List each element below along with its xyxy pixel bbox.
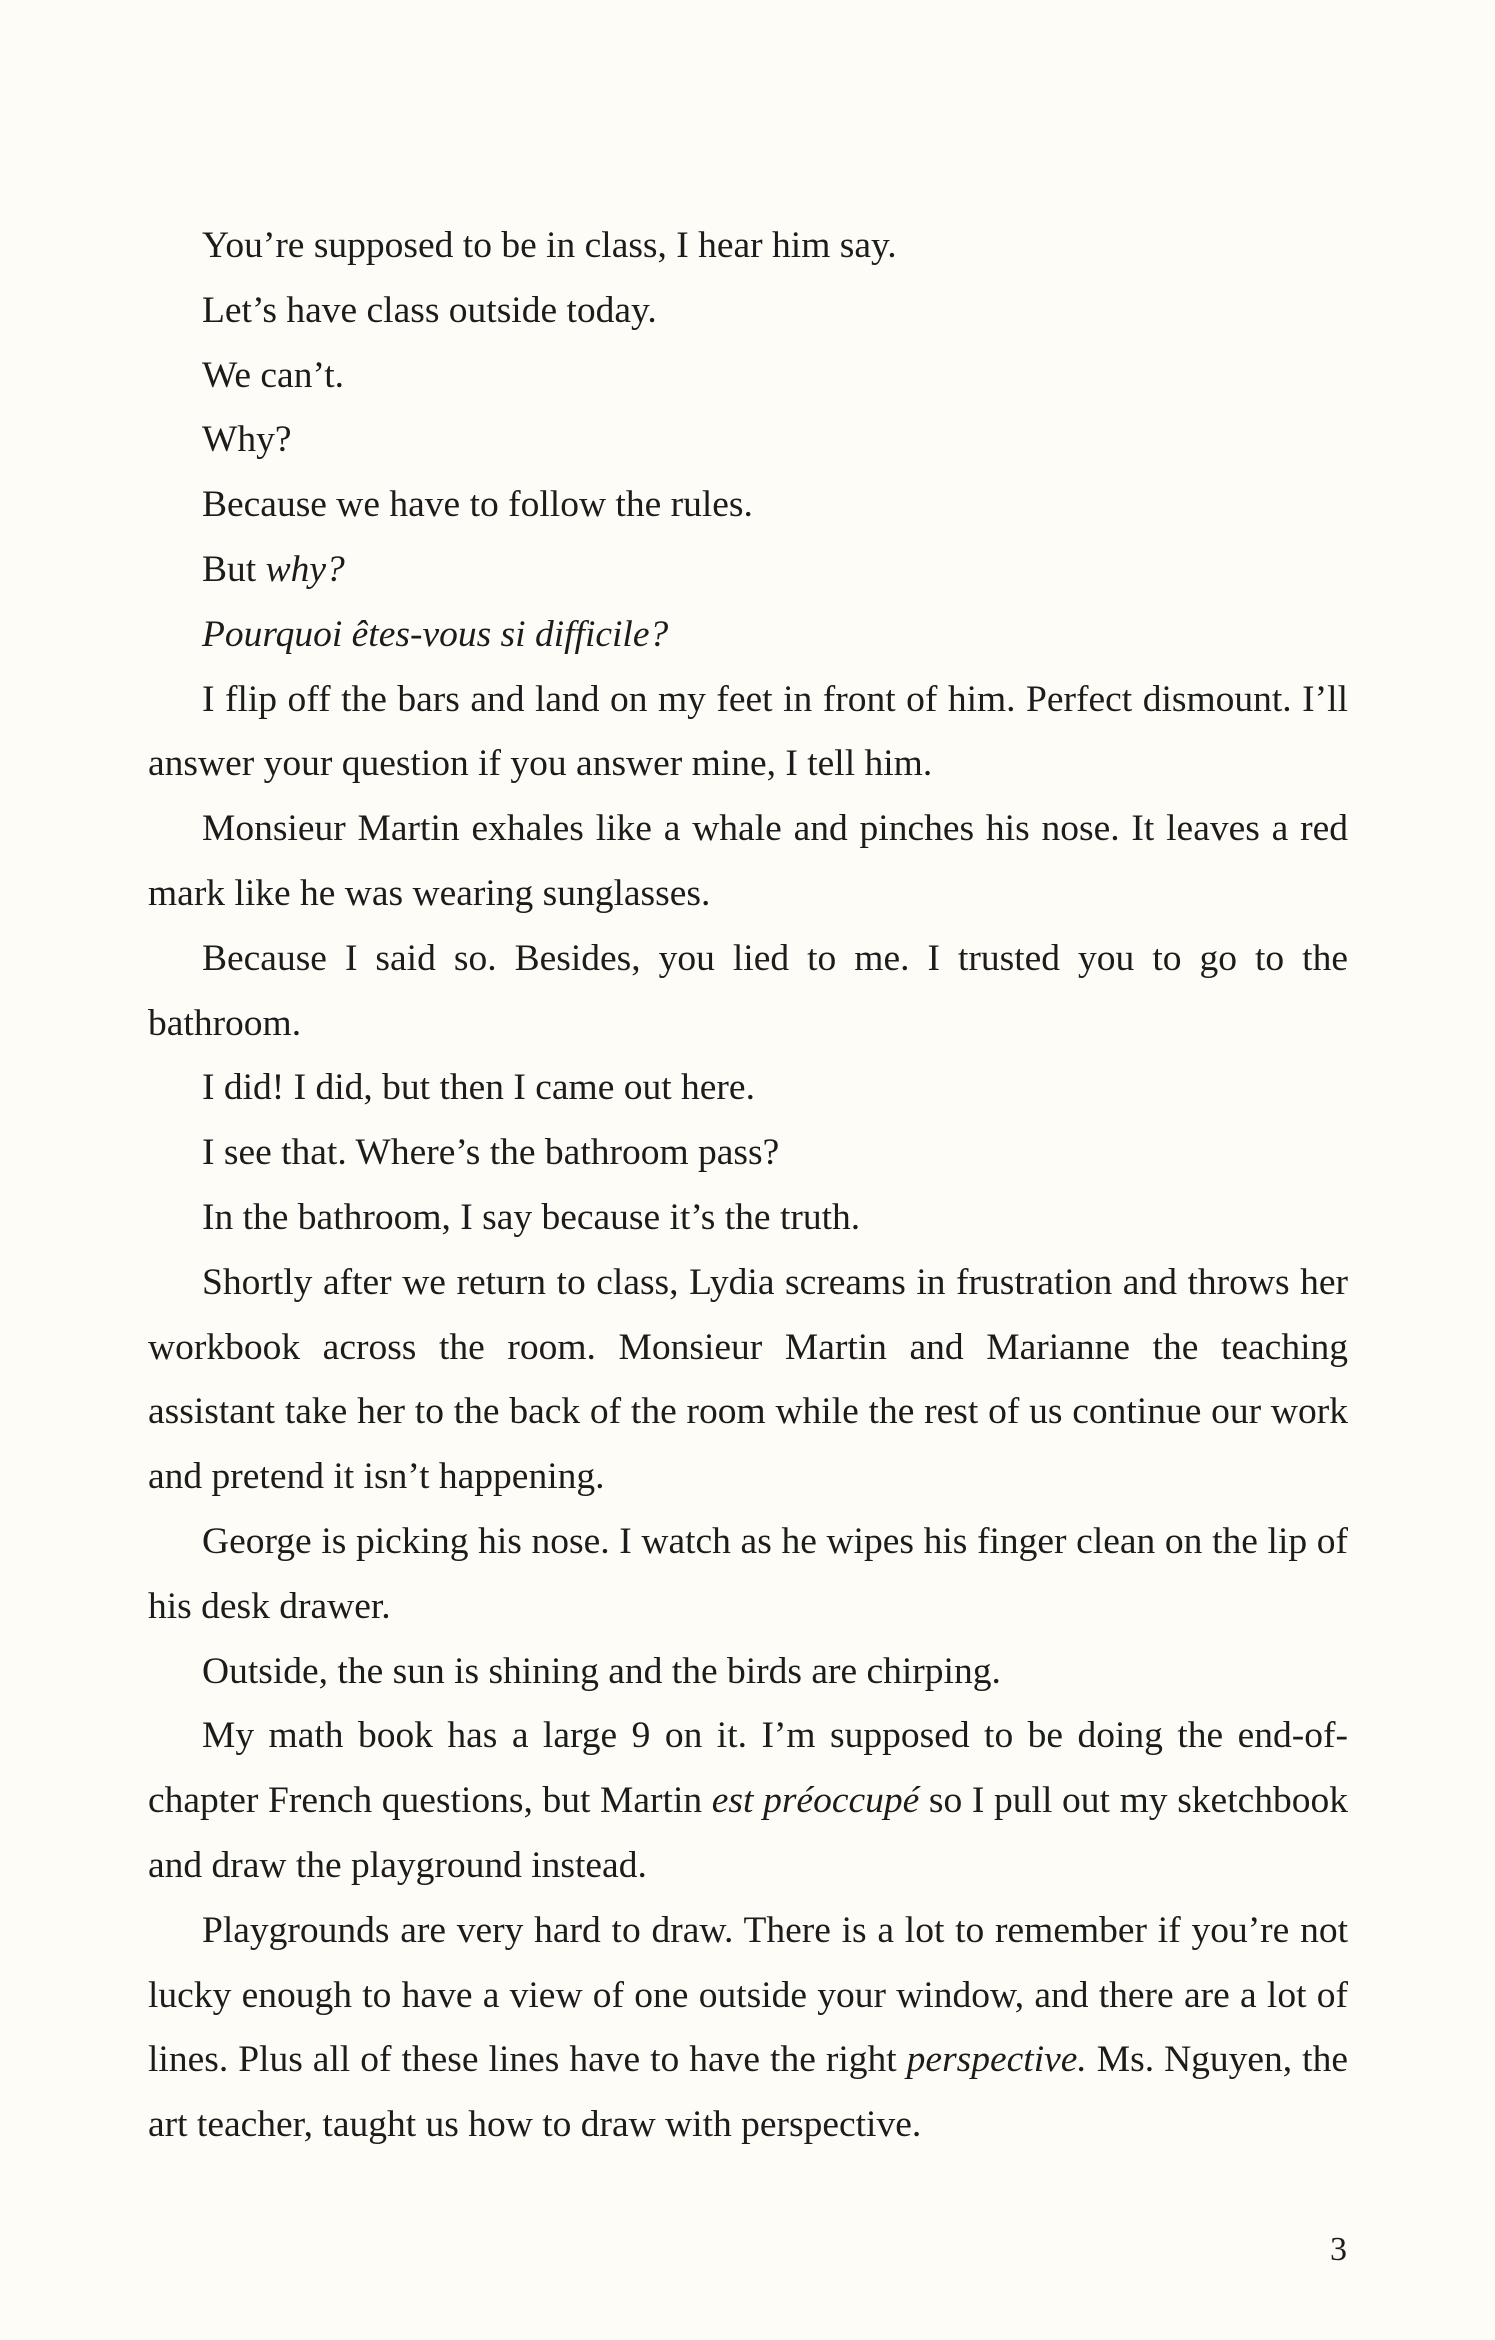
paragraph [148,1899,1348,2158]
text-run: Because we have to follow the rules. [202,484,753,526]
text-run: You’re supposed to be in class, I hear him say. [202,225,897,266]
paragraph [148,1704,1348,1898]
text-run: I see that. Where’s the bathroom pass? [202,1132,780,1174]
text-run: Shortly after we return to class, Lydia screams in frustration and throws her workbook across the room. Monsieur Martin and Marianne the teaching assistant take her to the back of the room while the rest of us continue our work and pretend it isn’t happening. [148,1261,1348,1498]
paragraph [148,1186,1348,1251]
text-run: I did! I did, but then I came out here. [202,1067,755,1109]
text-run: Because I said so. Besides, you lied to me. I trusted you to go to the bathroom. [148,937,1348,1044]
text-run: Let’s have class outside today. [202,289,657,331]
text-run: In the bathroom, I say because it’s the truth. [202,1196,861,1238]
text-run: My math book has a large 9 on it. I’m supposed to be doing the end-of-chapter French questions, but Martin [148,1715,1348,1822]
paragraph [148,473,1348,538]
paragraph [148,1056,1348,1121]
paragraph [148,603,1348,668]
paragraph [148,344,1348,409]
paragraph [148,214,1348,279]
text-run: Why? [202,419,292,461]
paragraph [148,279,1348,344]
text-run: Ms. Nguyen, the art teacher, taught us how to draw with perspective. [148,2039,1348,2146]
text-run: George is picking his nose. I watch as he wipes his finger clean on the lip of his desk drawer. [148,1520,1348,1627]
text-run: Monsieur Martin exhales like a whale and pinches his nose. It leaves a red mark like he was wearing sunglasses. [148,808,1348,914]
paragraph [148,668,1348,798]
paragraph [148,538,1348,603]
italic-text: est préoccupé [711,1780,920,1822]
text-run: Playgrounds are very hard to draw. There is a lot to remember if you’re not lucky enough to have a view of one outside your window, and there are a lot of lines. Plus all of these lines have to have the right [148,1909,1348,2081]
paragraph [148,1251,1348,1510]
italic-text: why? [265,548,345,590]
text-run: so I pull out my sketchbook and draw the playground instead. [148,1780,1349,1886]
italic-text: Pourquoi êtes-vous si difficile? [202,613,669,655]
paragraph [148,797,1348,927]
body-text [148,214,1348,2158]
paragraph [148,1510,1348,1640]
paragraph [148,1121,1348,1186]
paragraph [148,408,1348,473]
text-run: Outside, the sun is shining and the birds are chirping. [202,1650,1001,1692]
paragraph [148,927,1348,1057]
text-run: But [202,548,266,590]
italic-text: perspective. [906,2039,1087,2081]
page-number: 3 [1330,2231,1347,2268]
paragraph [148,1640,1348,1705]
text-run: We can’t. [202,354,345,396]
text-run: I flip off the bars and land on my feet in front of him. Perfect dismount. I’ll answer your question if you answer mine, I tell him. [148,678,1348,785]
